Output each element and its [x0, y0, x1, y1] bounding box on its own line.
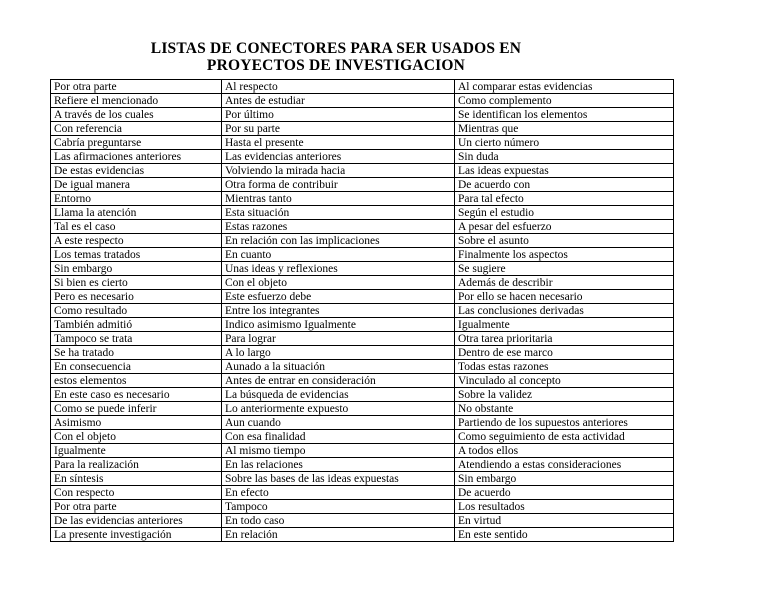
table-cell: Se ha tratado	[51, 346, 222, 360]
table-row	[51, 178, 674, 192]
table-cell: La presente investigación	[51, 528, 222, 542]
table-cell: Finalmente los aspectos	[455, 248, 674, 262]
table-cell: Con respecto	[51, 486, 222, 500]
table-cell: Indico asimismo Igualmente	[222, 318, 455, 332]
table-cell: Como resultado	[51, 304, 222, 318]
table-cell: Al respecto	[222, 80, 455, 94]
table-row	[51, 528, 674, 542]
table-cell: Este esfuerzo debe	[222, 290, 455, 304]
table-cell: De igual manera	[51, 178, 222, 192]
table-cell: De acuerdo con	[455, 178, 674, 192]
table-cell: Lo anteriormente expuesto	[222, 402, 455, 416]
table-cell: Aun cuando	[222, 416, 455, 430]
table-cell: Según el estudio	[455, 206, 674, 220]
connectors-table-body	[51, 80, 674, 542]
table-cell: Otra tarea prioritaria	[455, 332, 674, 346]
table-cell: Los resultados	[455, 500, 674, 514]
table-row	[51, 136, 674, 150]
table-cell: En consecuencia	[51, 360, 222, 374]
table-row	[51, 206, 674, 220]
table-row	[51, 458, 674, 472]
table-cell: Vinculado al concepto	[455, 374, 674, 388]
table-row	[51, 248, 674, 262]
table-cell: Llama la atención	[51, 206, 222, 220]
title-line-2: PROYECTOS DE INVESTIGACION	[206, 57, 466, 74]
table-cell: En relación con las implicaciones	[222, 234, 455, 248]
table-cell: También admitió	[51, 318, 222, 332]
title-line-1: LISTAS DE CONECTORES PARA SER USADOS EN	[150, 40, 522, 57]
table-cell: Sobre las bases de las ideas expuestas	[222, 472, 455, 486]
table-cell: Otra forma de contribuir	[222, 178, 455, 192]
table-cell: En relación	[222, 528, 455, 542]
table-cell: Sobre la validez	[455, 388, 674, 402]
document-title	[0, 40, 672, 74]
table-row	[51, 402, 674, 416]
table-row	[51, 444, 674, 458]
table-row	[51, 108, 674, 122]
table-cell: No obstante	[455, 402, 674, 416]
table-cell: Asimismo	[51, 416, 222, 430]
table-cell: Las conclusiones derivadas	[455, 304, 674, 318]
table-cell: Refiere el mencionado	[51, 94, 222, 108]
table-cell: Para la realización	[51, 458, 222, 472]
table-cell: Los temas tratados	[51, 248, 222, 262]
table-row	[51, 192, 674, 206]
table-row	[51, 360, 674, 374]
table-cell: Se identifican los elementos	[455, 108, 674, 122]
table-cell: Por su parte	[222, 122, 455, 136]
table-cell: Esta situación	[222, 206, 455, 220]
table-cell: Atendiendo a estas consideraciones	[455, 458, 674, 472]
table-cell: Con el objeto	[222, 276, 455, 290]
table-cell: A este respecto	[51, 234, 222, 248]
table-cell: Mientras tanto	[222, 192, 455, 206]
table-cell: Para tal efecto	[455, 192, 674, 206]
table-cell: Con referencia	[51, 122, 222, 136]
table-row	[51, 374, 674, 388]
table-cell: En efecto	[222, 486, 455, 500]
table-cell: Igualmente	[455, 318, 674, 332]
table-cell: Unas ideas y reflexiones	[222, 262, 455, 276]
table-cell: Para lograr	[222, 332, 455, 346]
table-row	[51, 514, 674, 528]
table-row	[51, 220, 674, 234]
table-cell: A lo largo	[222, 346, 455, 360]
table-cell: Entorno	[51, 192, 222, 206]
table-row	[51, 122, 674, 136]
table-row	[51, 388, 674, 402]
table-cell: Se sugiere	[455, 262, 674, 276]
table-cell: Con el objeto	[51, 430, 222, 444]
table-cell: estos elementos	[51, 374, 222, 388]
table-cell: A todos ellos	[455, 444, 674, 458]
table-cell: Como seguimiento de esta actividad	[455, 430, 674, 444]
table-cell: Antes de entrar en consideración	[222, 374, 455, 388]
table-cell: Cabría preguntarse	[51, 136, 222, 150]
table-row	[51, 416, 674, 430]
table-cell: Por otra parte	[51, 500, 222, 514]
table-cell: En síntesis	[51, 472, 222, 486]
table-row	[51, 276, 674, 290]
table-row	[51, 318, 674, 332]
table-row	[51, 262, 674, 276]
table-cell: De estas evidencias	[51, 164, 222, 178]
table-cell: De las evidencias anteriores	[51, 514, 222, 528]
table-cell: Las evidencias anteriores	[222, 150, 455, 164]
table-cell: En este caso es necesario	[51, 388, 222, 402]
table-row	[51, 290, 674, 304]
table-cell: Sin embargo	[51, 262, 222, 276]
table-cell: Pero es necesario	[51, 290, 222, 304]
table-cell: En las relaciones	[222, 458, 455, 472]
table-cell: Las afirmaciones anteriores	[51, 150, 222, 164]
table-cell: Tampoco	[222, 500, 455, 514]
table-row	[51, 346, 674, 360]
table-cell: Partiendo de los supuestos anteriores	[455, 416, 674, 430]
table-cell: Por último	[222, 108, 455, 122]
table-cell: Sin embargo	[455, 472, 674, 486]
table-cell: Al comparar estas evidencias	[455, 80, 674, 94]
table-cell: En este sentido	[455, 528, 674, 542]
table-cell: En virtud	[455, 514, 674, 528]
table-cell: Sobre el asunto	[455, 234, 674, 248]
table-row	[51, 332, 674, 346]
table-row	[51, 94, 674, 108]
table-cell: Antes de estudiar	[222, 94, 455, 108]
table-row	[51, 164, 674, 178]
table-row	[51, 304, 674, 318]
table-cell: En todo caso	[222, 514, 455, 528]
connectors-table	[50, 79, 674, 542]
table-cell: Como complemento	[455, 94, 674, 108]
table-cell: Las ideas expuestas	[455, 164, 674, 178]
table-cell: Entre los integrantes	[222, 304, 455, 318]
table-cell: Todas estas razones	[455, 360, 674, 374]
table-row	[51, 234, 674, 248]
table-cell: Aunado a la situación	[222, 360, 455, 374]
table-row	[51, 80, 674, 94]
table-cell: La búsqueda de evidencias	[222, 388, 455, 402]
table-cell: Hasta el presente	[222, 136, 455, 150]
table-cell: A pesar del esfuerzo	[455, 220, 674, 234]
table-cell: Tal es el caso	[51, 220, 222, 234]
table-cell: Volviendo la mirada hacia	[222, 164, 455, 178]
table-cell: Sin duda	[455, 150, 674, 164]
table-cell: En cuanto	[222, 248, 455, 262]
table-row	[51, 500, 674, 514]
table-cell: Si bien es cierto	[51, 276, 222, 290]
table-cell: Por ello se hacen necesario	[455, 290, 674, 304]
table-row	[51, 430, 674, 444]
table-cell: Estas razones	[222, 220, 455, 234]
table-cell: Tampoco se trata	[51, 332, 222, 346]
table-cell: De acuerdo	[455, 486, 674, 500]
table-cell: Mientras que	[455, 122, 674, 136]
table-cell: Por otra parte	[51, 80, 222, 94]
table-cell: Como se puede inferir	[51, 402, 222, 416]
table-row	[51, 150, 674, 164]
table-cell: Con esa finalidad	[222, 430, 455, 444]
table-cell: Dentro de ese marco	[455, 346, 674, 360]
table-cell: Al mismo tiempo	[222, 444, 455, 458]
table-cell: A través de los cuales	[51, 108, 222, 122]
table-cell: Un cierto número	[455, 136, 674, 150]
table-row	[51, 472, 674, 486]
table-cell: Además de describir	[455, 276, 674, 290]
table-cell: Igualmente	[51, 444, 222, 458]
table-row	[51, 486, 674, 500]
